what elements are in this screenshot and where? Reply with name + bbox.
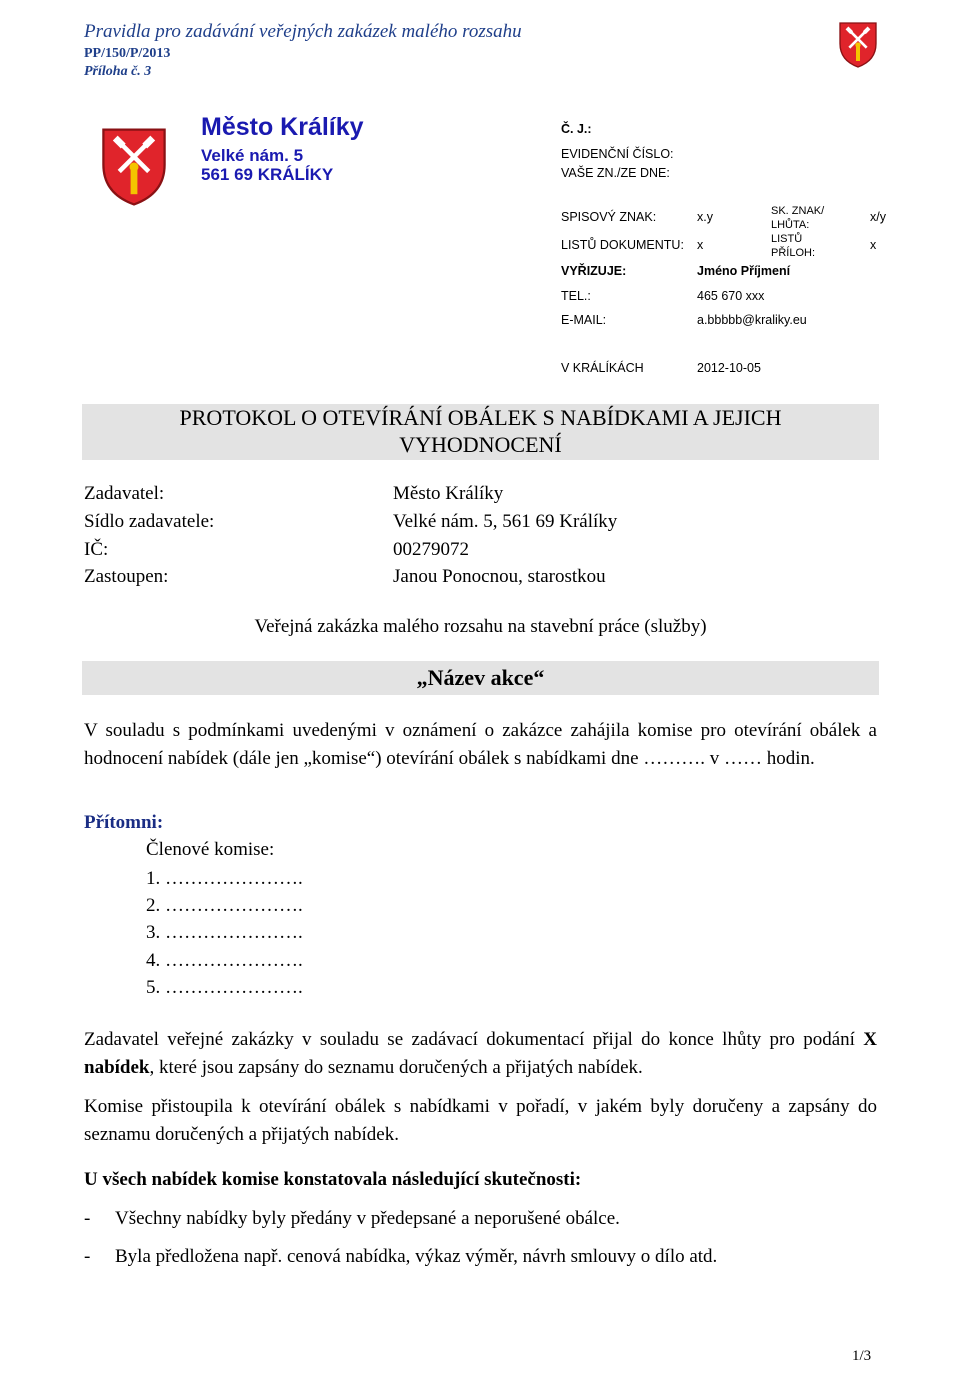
date-value: 2012-10-05 — [697, 361, 761, 375]
header-attachment: Příloha č. 3 — [84, 64, 152, 79]
member-line: 2. …………………. — [146, 895, 303, 916]
bullet-dash: - — [84, 1208, 91, 1229]
facts-heading: U všech nabídek komise konstatovala následující skutečnosti: — [84, 1169, 582, 1190]
offers-text-start: Zadavatel veřejné zakázky v souladu se zadávací dokumentací přijal do konce lhůty pro podání — [84, 1029, 864, 1050]
sk-znak-label: SK. ZNAK/ LHŮTA: — [771, 205, 825, 231]
listu-prilog-label: LISTŮ PŘÍLOH: — [771, 233, 816, 259]
fact-item: Byla předložena např. cenová nabídka, výkaz výměr, návrh smlouvy o dílo atd. — [115, 1246, 718, 1267]
offers-paragraph — [84, 1026, 877, 1082]
page-number: 1/3 — [852, 1348, 872, 1364]
header-title: Pravidla pro zadávání veřejných zakázek malého rozsahu — [84, 21, 522, 42]
document-title-line1: PROTOKOL O OTEVÍRÁNÍ OBÁLEK S NABÍDKAMI A JEJICH — [179, 405, 782, 430]
member-line: 5. …………………. — [146, 977, 303, 998]
info-value: Město Králíky — [393, 483, 504, 504]
place-label: V KRÁLÍKÁCH — [561, 361, 644, 375]
member-line: 1. …………………. — [146, 868, 303, 889]
evidence-label: EVIDENČNÍ ČÍSLO: — [561, 147, 674, 161]
spisovy-value: x.y — [697, 210, 713, 224]
member-line: 4. …………………. — [146, 950, 303, 971]
email-value: a.bbbbb@kraliky.eu — [697, 313, 807, 327]
email-label: E-MAIL: — [561, 313, 607, 327]
info-label: Zadavatel: — [84, 483, 165, 504]
cj-label: Č. J.: — [561, 122, 592, 136]
vyrizuje-label: VYŘIZUJE: — [561, 264, 627, 278]
action-name: „Název akce“ — [82, 661, 879, 695]
info-value: Velké nám. 5, 561 69 Králíky — [393, 511, 618, 532]
members-label: Členové komise: — [146, 839, 275, 860]
coat-of-arms-icon — [100, 124, 168, 210]
letterhead-street: Velké nám. 5 — [201, 146, 304, 165]
info-label: Zastoupen: — [84, 566, 169, 587]
fact-item: Všechny nabídky byly předány v předepsané a neporušené obálce. — [115, 1208, 620, 1229]
listu-prilog-value: x — [870, 238, 877, 252]
bullet-dash: - — [84, 1246, 91, 1267]
letterhead-city: Město Králíky — [201, 113, 364, 141]
vyrizuje-value: Jméno Příjmení — [697, 264, 791, 278]
intro-paragraph: V souladu s podmínkami uvedenými v oznámení o zakázce zahájila komise pro otevírání obálek a hodnocení nabídek (dále jen „komise“) otevírání obálek s nabídkami dne ………. v …… hodin. — [84, 720, 877, 769]
info-value: 00279072 — [393, 539, 469, 560]
tel-value: 465 670 xxx — [697, 289, 765, 303]
tel-label: TEL.: — [561, 289, 591, 303]
vase-label: VAŠE ZN./ZE DNE: — [561, 166, 670, 180]
header-reference: PP/150/P/2013 — [84, 46, 171, 61]
document-title-line2: VYHODNOCENÍ — [399, 432, 562, 457]
contract-type: Veřejná zakázka malého rozsahu na stavební práce (služby) — [254, 616, 707, 637]
listu-dok-value: x — [697, 238, 704, 252]
spisovy-label: SPISOVÝ ZNAK: — [561, 210, 657, 224]
document-title — [82, 404, 879, 460]
offers-text-end: , které jsou zapsány do seznamu doručených a přijatých nabídek. — [149, 1057, 643, 1078]
letterhead-postal: 561 69 KRÁLÍKY — [201, 165, 334, 184]
opening-paragraph: Komise přistoupila k otevírání obálek s nabídkami v pořadí, v jakém byly doručeny a zapsány do seznamu doručených a přijatých nabídek. — [84, 1096, 877, 1145]
offers-count: X nabídek — [84, 1029, 877, 1078]
present-label: Přítomni: — [84, 812, 164, 833]
coat-of-arms-icon — [838, 21, 878, 69]
info-value: Janou Ponocnou, starostkou — [393, 566, 606, 587]
info-label: Sídlo zadavatele: — [84, 511, 215, 532]
member-line: 3. …………………. — [146, 922, 303, 943]
listu-dok-label: LISTŮ DOKUMENTU: — [561, 238, 684, 252]
info-label: IČ: — [84, 539, 109, 560]
sk-znak-value: x/y — [870, 210, 886, 224]
